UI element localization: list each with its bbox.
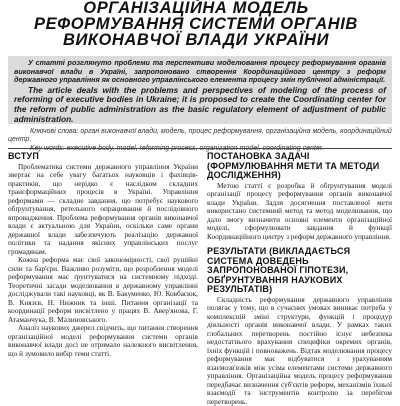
body-paragraph: Кожна реформа має свої закономірності, свої рушійні сили та бар'єри. Важливо розуміти, що розроблення моделі реформування має ґрунтуватися на системному підході. Теоретичні засади моделювання в державному управлінні досліджували такі науковці, як В. Бакуменко, Ю. Ковбасюк, В. Князєв, Н. Нижник та інші. Питання організації та координації реформ висвітлено у працях В. Авер'янова, Г. Атаманчука, В. Малиновського.: [8, 256, 198, 324]
title-line: РЕФОРМУВАННЯ СИСТЕМИ ОРГАНІВ: [12, 16, 380, 32]
title-line: ВИКОНАВЧОЇ ВЛАДИ УКРАЇНИ: [12, 32, 380, 48]
article-title: [12, 0, 380, 48]
divider-top: [8, 148, 392, 149]
section-heading-intro: ВСТУП: [8, 152, 198, 162]
body-paragraph: Аналіз наукових джерел свідчить, що питання створення організаційної моделі реформування системи органів виконавчої влади досі не отримало належного висвітлення, що й зумовило вибір теми статті.: [8, 324, 198, 358]
body-paragraph: Метою статті є розробка й обґрунтування моделі організації процесу реформування органів виконавчої влади України. Задля досягнення поставленої мети використано системний метод та метод моделювання, що дало змогу визначити основні елементи організаційної моделі, сформулювати завдання й функції Координаційного центру з реформ державного управління.: [207, 182, 392, 242]
body-paragraph: Складність реформування державного управління полягає у тому, що в сучасних умовах виникає потреба у комплексній зміні структури, функцій і процедур діяльності органів виконавчої влади. У рамках таких глобальних перетворень постійно існує небезпека недостатнього врахування специфіки окремих органів, їхніх функцій і повноважень. Відтак моделювання процесу реформування має відбуватися з урахуванням взаємозв'язків між усіма елементами системи державного управління. Організаційна модель процесу реформування передбачає визначення суб'єктів реформ, механізмів їхньої взаємодії та інструментів контролю за перебігом перетворень.: [207, 296, 392, 406]
right-column: [207, 152, 392, 406]
left-column: [8, 152, 198, 358]
keywords-block: [8, 128, 392, 153]
section-heading-results: РЕЗУЛЬТАТИ (ВИКЛАДАЄТЬСЯ СИСТЕМА ДОВЕДЕНЬ ЗАПРОПОНОВАНОЇ ГІПОТЕЗИ, ОБҐРУНТУВАННЯ НАУКОВИХ РЕЗУЛЬТАТІВ): [207, 247, 392, 295]
abstract-english: The article deals with the problems and perspectives of modeling of the process of reforming of executive bodies in Ukraine; it is proposed to create the Coordinating center for the reform of public administration as the basic regulatory element of adjustment of public administration.: [14, 86, 386, 124]
body-paragraph: Проблематика системи державного управління України звертає на себе увагу багатьох науковців і фахівців-практиків, що нерідко є наслідком складних трансформаційних процесів в Україні. Управління реформами — складне завдання, що потребує наукового обґрунтування, ретельного опрацювання й послідовного впровадження. Проблема реформування органів виконавчої влади є актуальною для України, оскільки саме органи державної влади забезпечують реалізацію державної політики та надання якісних управлінських послуг громадянам.: [8, 163, 198, 257]
abstract-ukrainian: У статті розглянуто проблеми та перспективи моделювання процесу реформування органів виконавчої влади в Україні, запропоновано створення Координаційного центру з реформ державного управління як основного управлінського елемента процесу змін публічної адміністрації.: [14, 59, 386, 85]
title-line: ОРГАНІЗАЦІЙНА МОДЕЛЬ: [12, 0, 380, 16]
abstract-box: [8, 56, 392, 124]
section-heading-task: ПОСТАНОВКА ЗАДАЧІ (ФОРМУЛЮВАННЯ МЕТИ ТА МЕТОДИ ДОСЛІДЖЕННЯ): [207, 152, 392, 181]
keywords-ukrainian: Ключові слова: орган виконавчої влади, модель, процес реформування, організаційна модель, координаційний центр.: [8, 128, 392, 145]
